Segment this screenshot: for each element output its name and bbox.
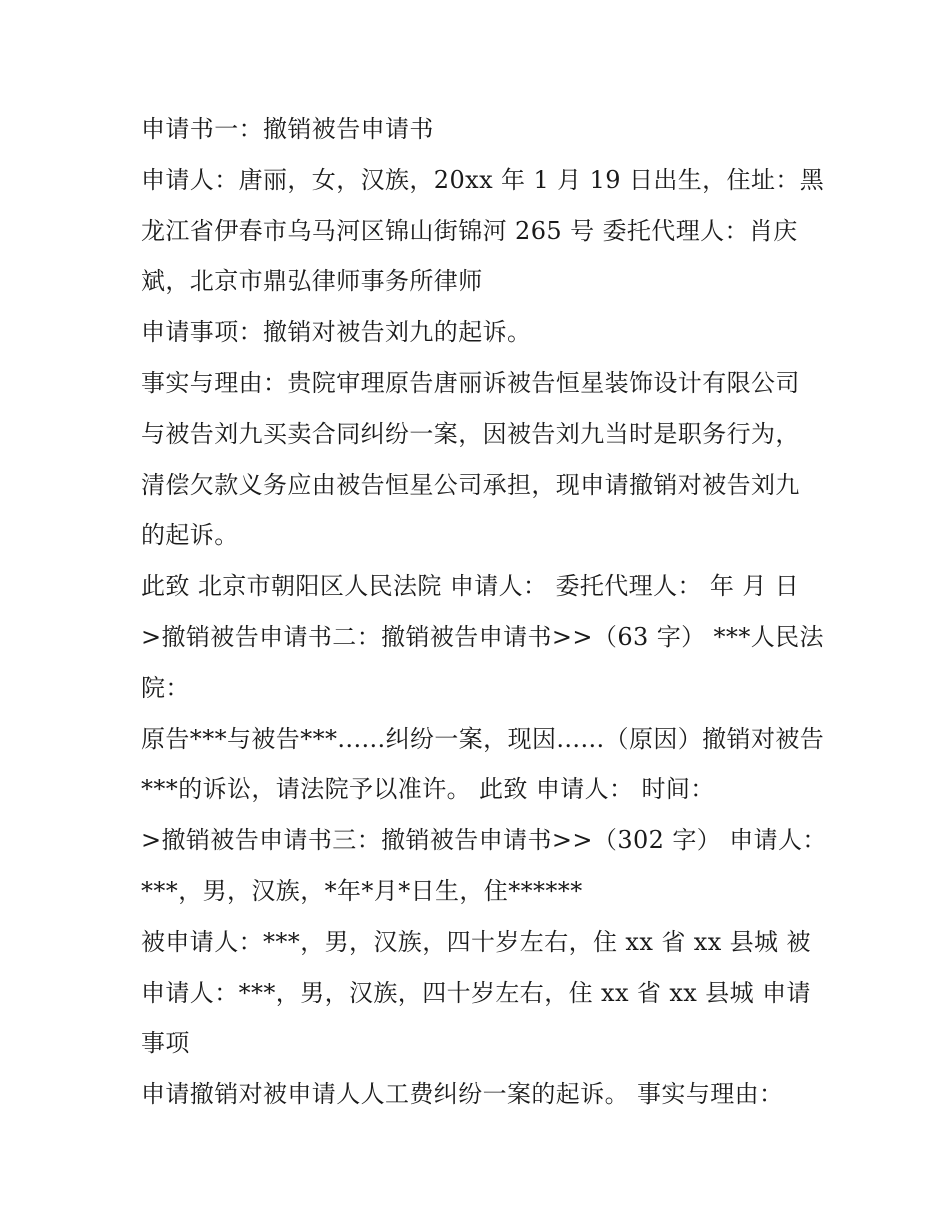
text-line-19: 事项: [141, 1029, 190, 1058]
text-line-11: >撤销被告申请书二：撤销被告申请书>>（63 字） ***人民法: [141, 622, 824, 651]
text-line-13: 原告***与被告***......纠纷一案，现因......（原因）撤销对被告: [141, 724, 825, 753]
text-line-6: 事实与理由：贵院审理原告唐丽诉被告恒星装饰设计有限公司: [141, 368, 800, 397]
text-line-1: 申请书一：撤销被告申请书: [141, 115, 434, 143]
text-line-18: 申请人：***，男，汉族，四十岁左右，住 xx 省 xx 县城 申请: [141, 978, 811, 1007]
text-line-2: 申请人：唐丽，女，汉族，20xx 年 1 月 19 日出生，住址：黑: [141, 165, 825, 194]
text-line-12: 院：: [141, 673, 190, 702]
text-line-20: 申请撤销对被申请人人工费纠纷一案的起诉。 事实与理由：: [141, 1080, 784, 1109]
document-body: [141, 104, 827, 1120]
text-line-7: 与被告刘九买卖合同纠纷一案，因被告刘九当时是职务行为，: [141, 419, 800, 448]
text-line-17: 被申请人：***，男，汉族，四十岁左右，住 xx 省 xx 县城 被: [141, 927, 811, 956]
text-line-8: 清偿欠款义务应由被告恒星公司承担，现申请撤销对被告刘九: [141, 470, 800, 499]
text-line-10: 此致 北京市朝阳区人民法院 申请人： 委托代理人： 年 月 日: [141, 572, 800, 601]
text-line-15: >撤销被告申请书三：撤销被告申请书>>（302 字） 申请人：: [141, 826, 827, 855]
text-line-16: ***，男，汉族，*年*月*日生，住******: [141, 876, 583, 905]
text-line-14: ***的诉讼，请法院予以准许。 此致 申请人： 时间：: [141, 775, 715, 804]
text-line-9: 的起诉。: [141, 521, 239, 550]
text-line-4: 斌，北京市鼎弘律师事务所律师: [141, 267, 483, 296]
text-line-3: 龙江省伊春市乌马河区锦山街锦河 265 号 委托代理人：肖庆: [141, 216, 798, 245]
text-line-5: 申请事项：撤销对被告刘九的起诉。: [141, 318, 532, 347]
